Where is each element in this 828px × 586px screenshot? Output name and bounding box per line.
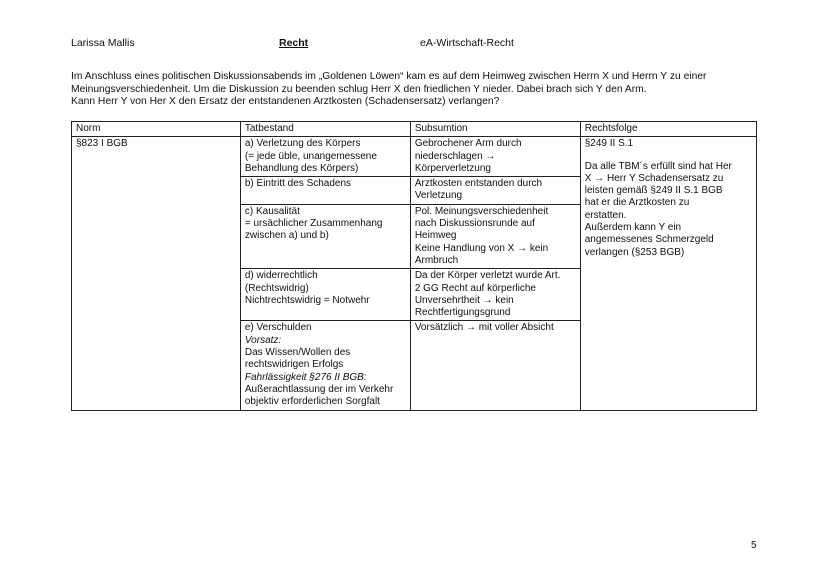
tatbestand-line: rechtswidrigen Erfolgs [244,359,344,371]
subsumtion-line: 2 GG Recht auf körperliche [414,282,536,294]
rechtsfolge-line: hat er die Arztkosten zu [584,197,690,209]
tatbestand-line: zwischen a) und b) [244,230,329,242]
header-subject: Recht [279,37,309,49]
rechtsfolge-line: verlangen (§253 BGB) [584,246,685,258]
tatbestand-line: e) Verschulden [244,322,312,334]
header-tatbestand: Tatbestand [240,122,410,137]
subsumtion-cell [410,137,580,177]
case-line-2: Meinungsverschiedenheit. Um die Diskussion zu beenden schlug Herr X den friedlichen Y nieder. Dabei brach sich Y den Arm. [71,83,647,95]
tatbestand-cell [240,321,410,410]
tatbestand-line: Fahrlässigkeit §276 II BGB: [244,371,367,383]
subsumtion-line: Vorsätzlich → mit voller Absicht [414,322,554,334]
tatbestand-line: d) widerrechtlich [244,270,318,282]
case-line-1: Im Anschluss eines politischen Diskussionsabends im „Goldenen Löwen“ kam es auf dem Heimweg zwischen Herrn X und Herrn Y zu einer [71,71,707,82]
tatbestand-line: b) Eintritt des Schadens [244,178,352,190]
subsumtion-line: Gebrochener Arm durch [414,138,522,150]
page-number: 5 [751,540,757,551]
tatbestand-line: Außerachtlassung der im Verkehr [244,383,394,395]
tatbestand-line: (Rechtswidrig) [244,282,309,294]
subsumtion-line: Arztkosten entstanden durch [414,178,543,190]
tatbestand-cell [240,137,410,177]
subsumtion-line: Armbruch [414,254,459,266]
subsumtion-line: Da der Körper verletzt wurde Art. [414,270,561,282]
header-norm: Norm [72,122,241,137]
subsumtion-line: Pol. Meinungsverschiedenheit [414,205,549,217]
rechtsfolge-spacer [585,151,752,161]
subsumtion-line: Unversehrtheit → kein [414,294,514,306]
legal-analysis-table [71,121,757,411]
subsumtion-cell [410,177,580,205]
tatbestand-cell [240,204,410,268]
tatbestand-line: Vorsatz: [244,334,282,346]
tatbestand-line: a) Verletzung des Körpers [244,138,361,150]
tatbestand-line: Nichtrechtswidrig = Notwehr [244,294,370,306]
rechtsfolge-line: Außerdem kann Y ein [584,222,682,234]
subsumtion-line: nach Diskussionsrunde auf [414,218,535,230]
subsumtion-cell [410,204,580,268]
table-row [72,137,757,177]
subsumtion-line: Heimweg [414,230,457,242]
case-description [71,71,771,109]
subsumtion-cell [410,269,580,321]
tatbestand-cell [240,269,410,321]
rechtsfolge-line: erstatten. [584,209,627,221]
subsumtion-line: niederschlagen → [414,150,496,162]
subsumtion-line: Keine Handlung von X → kein [414,242,549,254]
subsumtion-line: Verletzung [414,190,463,202]
subsumtion-cell [410,321,580,410]
header-course: eA-Wirtschaft-Recht [420,37,514,49]
rechtsfolge-line: angemessenes Schmerzgeld [584,234,714,246]
tatbestand-cell [240,177,410,205]
tatbestand-line: Behandlung des Körpers) [244,162,359,174]
tatbestand-line: = ursächlicher Zusammenhang [244,218,383,230]
rechtsfolge-line: X → Herr Y Schadensersatz zu [584,172,724,184]
header-author: Larissa Mallis [71,37,135,49]
case-question: Kann Herr Y von Her X den Ersatz der entstandenen Arztkosten (Schadensersatz) verlangen? [71,96,500,108]
norm-cell: §823 I BGB [72,137,241,410]
header-subsumtion: Subsumtion [410,122,580,137]
subsumtion-line: Rechtfertigungsgrund [414,307,511,319]
tatbestand-line: Das Wissen/Wollen des [244,347,351,359]
subsumtion-line: Körperverletzung [414,162,491,174]
tatbestand-line: objektiv erforderlichen Sorgfalt [244,396,380,408]
tatbestand-line: (= jede üble, unangemessene [244,150,377,162]
tatbestand-line: c) Kausalität [244,205,300,217]
rechtsfolge-line: leisten gemäß §249 II S.1 BGB [584,185,723,197]
rechtsfolge-cell [580,137,756,410]
table-header-row [72,122,757,137]
rechtsfolge-line: Da alle TBM´s erfüllt sind hat Her [584,160,732,172]
rechtsfolge-line: §249 II S.1 [584,138,634,150]
header-rechtsfolge: Rechtsfolge [580,122,756,137]
